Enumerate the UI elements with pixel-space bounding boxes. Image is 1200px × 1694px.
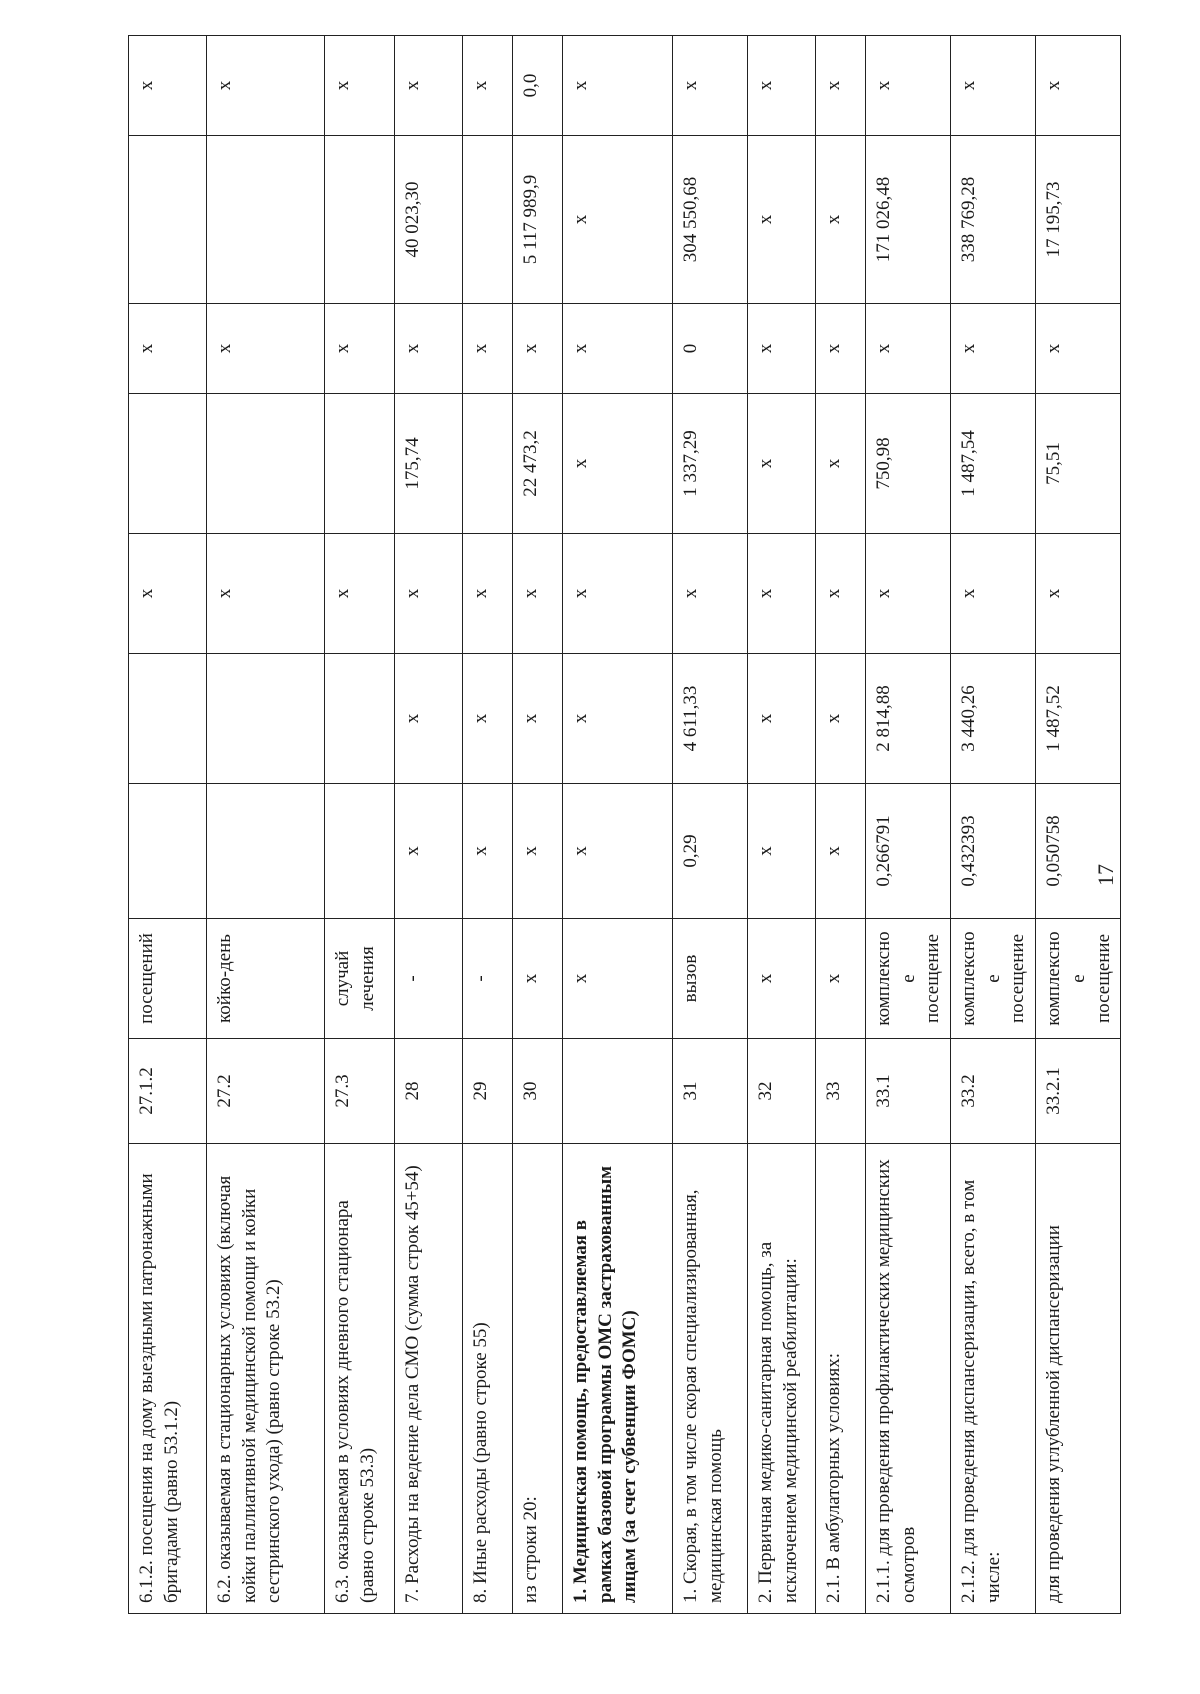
table-row [395, 36, 463, 1614]
volume-norm-cell [129, 784, 207, 919]
per-capita-oms-cell [325, 394, 395, 534]
per-capita-budget-cell: x [129, 534, 207, 654]
sum-budget-cell: x [563, 304, 673, 394]
line-number-cell: 29 [463, 1039, 513, 1144]
table-row [866, 36, 951, 1614]
unit-cell: койко-день [207, 919, 325, 1039]
unit-cell: - [395, 919, 463, 1039]
cost-norm-cell: x [395, 654, 463, 784]
cost-norm-cell: x [463, 654, 513, 784]
line-number-cell: 33.1 [866, 1039, 951, 1144]
row-name-cell: 2.1.1. для проведения профилактических медицинских осмотров [866, 1144, 951, 1614]
cost-norm-cell: x [816, 654, 866, 784]
line-number-cell: 27.3 [325, 1039, 395, 1144]
cost-norm-cell: 1 487,52 [1036, 654, 1121, 784]
volume-norm-cell: x [395, 784, 463, 919]
line-number-cell: 32 [748, 1039, 816, 1144]
row-name-cell: для проведения углубленной диспансеризации [1036, 1144, 1121, 1614]
table-row [207, 36, 325, 1614]
share-percent-cell: x [129, 36, 207, 136]
line-number-cell: 28 [395, 1039, 463, 1144]
volume-norm-cell: x [463, 784, 513, 919]
unit-cell: комплексное посещение [951, 919, 1036, 1039]
share-percent-cell: x [673, 36, 748, 136]
row-name-cell: 6.2. оказываемая в стационарных условиях (включая койки паллиативной медицинской помощи и койки сестринского ухода) (равно строке 53.2) [207, 1144, 325, 1614]
share-percent-cell: x [748, 36, 816, 136]
row-name-cell: 1. Скорая, в том числе скорая специализированная, медицинская помощь [673, 1144, 748, 1614]
per-capita-budget-cell: x [325, 534, 395, 654]
per-capita-oms-cell: 175,74 [395, 394, 463, 534]
per-capita-budget-cell: x [951, 534, 1036, 654]
sum-budget-cell: x [951, 304, 1036, 394]
sum-oms-cell: x [748, 136, 816, 304]
share-percent-cell: x [816, 36, 866, 136]
sum-oms-cell: 171 026,48 [866, 136, 951, 304]
share-percent-cell: x [866, 36, 951, 136]
unit-cell: вызов [673, 919, 748, 1039]
table-row [951, 36, 1036, 1614]
unit-cell: случай лечения [325, 919, 395, 1039]
sum-oms-cell: 304 550,68 [673, 136, 748, 304]
unit-cell: x [513, 919, 563, 1039]
row-name-cell: 1. Медицинская помощь, предоставляемая в рамках базовой программы ОМС застрахованным лицам (за счет субвенции ФОМС) [563, 1144, 673, 1614]
volume-norm-cell: 0,050758 [1036, 784, 1121, 919]
volume-norm-cell: 0,266791 [866, 784, 951, 919]
row-name-cell: из строки 20: [513, 1144, 563, 1614]
per-capita-oms-cell: x [816, 394, 866, 534]
row-name-cell: 6.3. оказываемая в условиях дневного стационара (равно строке 53.3) [325, 1144, 395, 1614]
unit-cell: x [563, 919, 673, 1039]
cost-norm-cell: x [748, 654, 816, 784]
per-capita-oms-cell: x [563, 394, 673, 534]
sum-budget-cell: x [463, 304, 513, 394]
cost-norm-cell: x [563, 654, 673, 784]
row-name-cell: 8. Иные расходы (равно строке 55) [463, 1144, 513, 1614]
table-row [1036, 36, 1121, 1614]
per-capita-budget-cell: x [748, 534, 816, 654]
sum-budget-cell: x [395, 304, 463, 394]
line-number-cell: 33.2.1 [1036, 1039, 1121, 1144]
share-percent-cell: x [325, 36, 395, 136]
sum-oms-cell [463, 136, 513, 304]
per-capita-budget-cell: x [1036, 534, 1121, 654]
line-number-cell: 33 [816, 1039, 866, 1144]
volume-norm-cell: x [563, 784, 673, 919]
per-capita-oms-cell [463, 394, 513, 534]
table-row [129, 36, 207, 1614]
per-capita-budget-cell: x [395, 534, 463, 654]
sum-oms-cell: 40 023,30 [395, 136, 463, 304]
cost-norm-cell: 2 814,88 [866, 654, 951, 784]
per-capita-budget-cell: x [866, 534, 951, 654]
sum-oms-cell: 338 769,28 [951, 136, 1036, 304]
per-capita-oms-cell: x [748, 394, 816, 534]
cost-norm-cell: 4 611,33 [673, 654, 748, 784]
per-capita-oms-cell: 22 473,2 [513, 394, 563, 534]
sum-oms-cell: x [563, 136, 673, 304]
sum-oms-cell [207, 136, 325, 304]
line-number-cell: 27.1.2 [129, 1039, 207, 1144]
unit-cell: x [748, 919, 816, 1039]
sum-budget-cell: x [129, 304, 207, 394]
unit-cell: посещений [129, 919, 207, 1039]
per-capita-oms-cell: 1 487,54 [951, 394, 1036, 534]
row-name-cell: 2. Первичная медико-санитарная помощь, за исключением медицинской реабилитации: [748, 1144, 816, 1614]
unit-cell: x [816, 919, 866, 1039]
share-percent-cell: x [463, 36, 513, 136]
per-capita-oms-cell: 750,98 [866, 394, 951, 534]
per-capita-budget-cell: x [463, 534, 513, 654]
rotated-table-container [128, 36, 1114, 1614]
sum-budget-cell: x [325, 304, 395, 394]
volume-norm-cell: 0,432393 [951, 784, 1036, 919]
sum-budget-cell: 0 [673, 304, 748, 394]
sum-budget-cell: x [816, 304, 866, 394]
per-capita-budget-cell: x [816, 534, 866, 654]
volume-norm-cell: x [816, 784, 866, 919]
cost-norm-cell [129, 654, 207, 784]
table-row [563, 36, 673, 1614]
sum-budget-cell: x [207, 304, 325, 394]
share-percent-cell: 0,0 [513, 36, 563, 136]
line-number-cell [563, 1039, 673, 1144]
table-row [673, 36, 748, 1614]
sum-oms-cell: 17 195,73 [1036, 136, 1121, 304]
table-row [748, 36, 816, 1614]
per-capita-oms-cell: 1 337,29 [673, 394, 748, 534]
unit-cell: комплексное посещение [1036, 919, 1121, 1039]
per-capita-budget-cell: x [673, 534, 748, 654]
line-number-cell: 31 [673, 1039, 748, 1144]
sum-budget-cell: x [748, 304, 816, 394]
per-capita-budget-cell: x [563, 534, 673, 654]
unit-cell: - [463, 919, 513, 1039]
line-number-cell: 27.2 [207, 1039, 325, 1144]
cost-norm-cell [207, 654, 325, 784]
volume-norm-cell: x [513, 784, 563, 919]
table-row [513, 36, 563, 1614]
page-number: 17 [1093, 864, 1118, 886]
line-number-cell: 30 [513, 1039, 563, 1144]
row-name-cell: 2.1.2. для проведения диспансеризации, всего, в том числе: [951, 1144, 1036, 1614]
line-number-cell: 33.2 [951, 1039, 1036, 1144]
per-capita-oms-cell [129, 394, 207, 534]
sum-oms-cell: 5 117 989,9 [513, 136, 563, 304]
table-row [816, 36, 866, 1614]
share-percent-cell: x [1036, 36, 1121, 136]
volume-norm-cell [207, 784, 325, 919]
share-percent-cell: x [395, 36, 463, 136]
row-name-cell: 2.1. В амбулаторных условиях: [816, 1144, 866, 1614]
sum-budget-cell: x [866, 304, 951, 394]
share-percent-cell: x [563, 36, 673, 136]
unit-cell: комплексное посещение [866, 919, 951, 1039]
row-name-cell: 6.1.2. посещения на дому выездными патронажными бригадами (равно 53.1.2) [129, 1144, 207, 1614]
per-capita-oms-cell [207, 394, 325, 534]
sum-oms-cell: x [816, 136, 866, 304]
volume-norm-cell [325, 784, 395, 919]
table-row [325, 36, 395, 1614]
per-capita-budget-cell: x [207, 534, 325, 654]
per-capita-oms-cell: 75,51 [1036, 394, 1121, 534]
volume-norm-cell: 0,29 [673, 784, 748, 919]
sum-budget-cell: x [513, 304, 563, 394]
per-capita-budget-cell: x [513, 534, 563, 654]
table-row [463, 36, 513, 1614]
cost-norm-cell: x [513, 654, 563, 784]
share-percent-cell: x [951, 36, 1036, 136]
cost-norm-cell [325, 654, 395, 784]
volume-norm-cell: x [748, 784, 816, 919]
share-percent-cell: x [207, 36, 325, 136]
sum-oms-cell [325, 136, 395, 304]
budget-table [128, 35, 1121, 1614]
sum-budget-cell: x [1036, 304, 1121, 394]
cost-norm-cell: 3 440,26 [951, 654, 1036, 784]
sum-oms-cell [129, 136, 207, 304]
row-name-cell: 7. Расходы на ведение дела СМО (сумма строк 45+54) [395, 1144, 463, 1614]
